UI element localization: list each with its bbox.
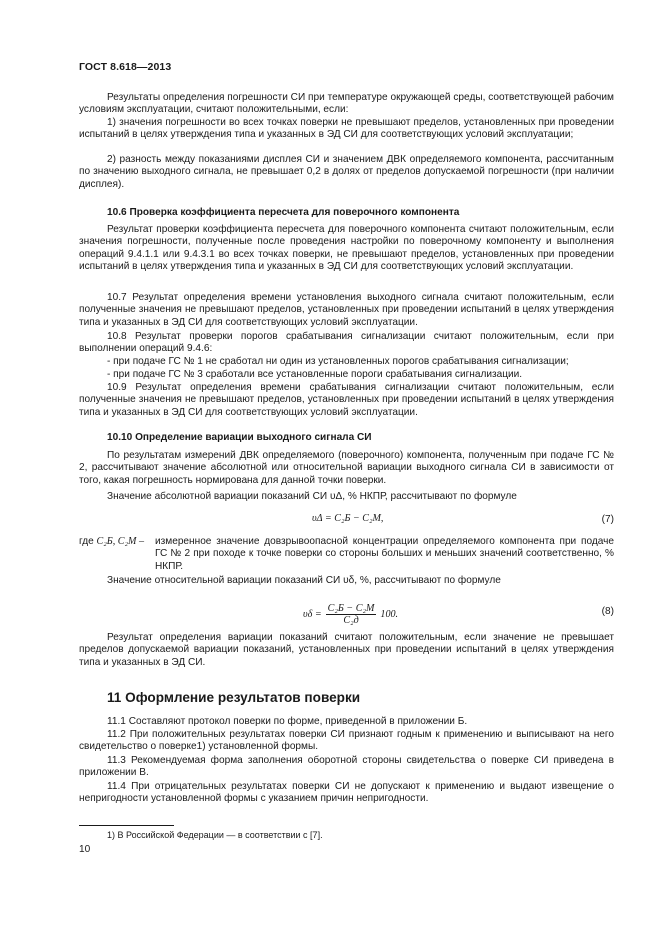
- formula-8-numerator: C₂Б − C₂М: [327, 602, 375, 614]
- paragraph-10-8: 10.8 Результат проверки порогов срабатывания сигнализации считают положительным, если при выполнении операций 9.4.6:: [79, 331, 614, 355]
- paragraph-10-7: 10.7 Результат определения времени установления выходного сигнала считают положительным, если полученные значения не превышают пределов, установленных при проведении испытаний в целях утверждения типа и указанных в ЭД СИ для соответствующих условий эксплуатации.: [79, 292, 614, 328]
- formula-7: υΔ = C₂Б − C₂М,: [312, 513, 384, 524]
- paragraph-10-9: 10.9 Результат определения времени срабатывания сигнализации считают положительным, если полученные значения не превышают пределов, установленных при проведении испытаний в целях утверждения типа и указанных в ЭД СИ для соответствующих условий эксплуатации.: [79, 382, 614, 418]
- formula-8: [303, 596, 398, 632]
- paragraph-absolute-variation: Значение абсолютной вариации показаний СИ υΔ, % НКПР, рассчитывают по формуле: [107, 491, 517, 502]
- page-number: 10: [79, 844, 91, 855]
- footnote: 1) В Российской Федерации — в соответствии с [7].: [107, 830, 323, 840]
- where-description: измеренное значение довзрывоопасной концентрации определяемого компонента при подаче ГС № 2 при походе к точке поверки со стороны больших и меньших значений соответственно, % НКПР.: [155, 536, 614, 572]
- paragraph-relative-variation: Значение относительной вариации показаний СИ υδ, %, рассчитывают по формуле: [107, 575, 501, 586]
- paragraph-errors-item-1: 1) значения погрешности во всех точках поверки не превышают пределов, установленных при проведении испытаний в целях утверждения типа и указанных в ЭД СИ для соответствующих условий эксплуатации;: [79, 117, 614, 141]
- paragraph-11-3: 11.3 Рекомендуемая форма заполнения оборотной стороны свидетельства о поверке СИ приведена в приложении В.: [79, 755, 614, 779]
- formula-7-number: (7): [601, 514, 614, 525]
- paragraph-11-4: 11.4 При отрицательных результатах поверки СИ не допускают к применению и выдают извещение о непригодности установленной формы с указанием причин непригодности.: [79, 781, 614, 805]
- formula-8-fraction: [326, 603, 377, 626]
- heading-10-10: 10.10 Определение вариации выходного сигнала СИ: [107, 432, 372, 443]
- formula-8-denominator: C₂д: [343, 614, 359, 626]
- paragraph-gs1: - при подаче ГС № 1 не сработал ни один из установленных порогов срабатывания сигнализации;: [107, 356, 569, 367]
- heading-10-6: 10.6 Проверка коэффициента пересчета для поверочного компонента: [107, 207, 460, 218]
- document-header: ГОСТ 8.618—2013: [79, 61, 172, 73]
- formula-8-number: (8): [601, 606, 614, 617]
- paragraph-conversion-factor: Результат проверки коэффициента пересчета для поверочного компонента считают положительным, если значения погрешности, полученные после проведения настройки по поверочному компоненту и выполнения операций 9.4.1.1 или 9.4.3.1 во всех точках поверки, не превышают пределов, установленных при проведении испытаний в целях утверждения типа и указанных в ЭД СИ для соответствующих условий эксплуатации.: [79, 224, 614, 273]
- paragraph-gs3: - при подаче ГС № 3 сработали все установленные пороги срабатывания сигнализации.: [107, 369, 523, 380]
- where-label: [79, 536, 144, 548]
- paragraph-errors-item-2: 2) разность между показаниями дисплея СИ и значением ДВК определяемого компонента, рассчитанным по значению выходного сигнала, не превышает 0,2 в долях от пределов допускаемой погрешности (при наличии дисплея).: [79, 154, 614, 190]
- paragraph-variation-result: Результат определения вариации показаний считают положительным, если значение не превышает пределов допускаемой вариации показаний, установленных при проведении испытаний в целях утверждения типа и указанных в ЭД СИ.: [79, 632, 614, 668]
- formula-8-lhs: υδ =: [303, 608, 322, 620]
- formula-8-tail: 100.: [380, 608, 399, 620]
- footnote-separator: [79, 825, 174, 826]
- paragraph-errors-intro: Результаты определения погрешности СИ при температуре окружающей среды, соответствующей рабочим условиям эксплуатации, считают положительными, если:: [79, 92, 614, 116]
- where-word: где: [79, 536, 94, 547]
- paragraph-11-1: 11.1 Составляют протокол поверки по форме, приведенной в приложении Б.: [107, 716, 468, 727]
- heading-section-11: 11 Оформление результатов поверки: [107, 690, 361, 705]
- where-variables: C₂Б, C₂М –: [96, 536, 145, 547]
- paragraph-variation-intro: По результатам измерений ДВК определяемого (поверочного) компонента, полученным при подаче ГС № 2, рассчитывают значение абсолютной или относительной вариации выходного сигнала СИ в зависимости от того, какая погрешность нормирована для данной точки поверки.: [79, 450, 614, 486]
- paragraph-11-2: 11.2 При положительных результатах поверки СИ признают годным к применению и выписывают на него свидетельство о поверке1) установленной формы.: [79, 729, 614, 753]
